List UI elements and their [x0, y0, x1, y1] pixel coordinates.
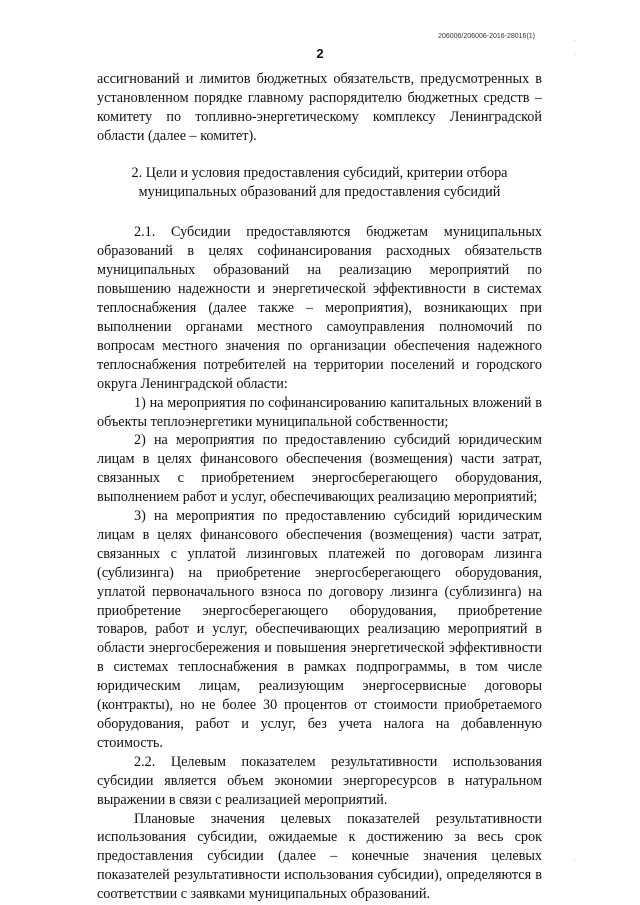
- margin-mark: ·: [574, 52, 576, 58]
- section-heading: 2. Цели и условия предоставления субсидий, критерии отбора муниципальных образований для предоставления субсидий: [131, 164, 508, 200]
- margin-mark: ·: [574, 38, 576, 44]
- document-id: 206006/206006-2016-28016(1): [438, 33, 535, 40]
- paragraph-2-1: 2.1. Субсидии предоставляются бюджетам муниципальных образований в целях софинансирования расходных обязательств муниципальных образований на реализацию мероприятий по повышению надежности и энергетической эффективности в системах теплоснабжения (далее также – мероприятия), возникающих при выполнении органами местного самоуправления полномочий по вопросам местного значения по организации обеспечения надежного теплоснабжения потребителей на территории поселений и городского округа Ленинградской области:: [97, 224, 542, 392]
- list-item-3: 3) на мероприятия по предоставлению субсидий юридическим лицам в целях финансового обеспечения (возмещения) части затрат, связанных с уплатой лизинговых платежей по договорам лизинга (сублизинга) на приобретение энергосберегающего оборудования, уплатой первоначального взноса по договору лизинга (сублизинга) на приобретение энергосберегающего оборудования, приобретение товаров, работ и услуг, обеспечивающих реализацию мероприятий в области энергосбережения и повышения энергетической эффективности в системах теплоснабжения в рамках подпрограммы, в том числе юридическим лицам, реализующим энергосервисные договоры (контракты), но не более 30 процентов от стоимости приобретаемого оборудования, работ и услуг, без учета налога на добавленную стоимость.: [97, 508, 542, 751]
- paragraph-2-2: 2.2. Целевым показателем результативности использования субсидии является объем экономии энергоресурсов в натуральном выражении в связи с реализацией мероприятий.: [97, 753, 542, 808]
- list-item-2: 2) на мероприятия по предоставлению субсидий юридическим лицам в целях финансового обеспечения (возмещения) части затрат, связанных с приобретением энергосберегающего оборудования, выполнением работ и услуг, обеспечивающих реализацию мероприятий;: [97, 432, 542, 506]
- list-item-1: 1) на мероприятия по софинансированию капитальных вложений в объекты теплоэнергетики муниципальной собственности;: [97, 394, 542, 430]
- paragraph-planned-values: Плановые значения целевых показателей результативности использования субсидии, ожидаемые к достижению за весь срок предоставления субсидии (далее – конечные значения целевых показателей результативности использования субсидии), определяются в соответствии с заявками муниципальных образований.: [97, 810, 542, 903]
- margin-mark: ·: [574, 858, 576, 864]
- page-number: 2: [316, 46, 324, 61]
- document-body: [97, 70, 542, 904]
- intro-paragraph: ассигнований и лимитов бюджетных обязательств, предусмотренных в установленном порядке главному распорядителю бюджетных средств – комитету по топливно-энергетическому комплексу Ленинградской области (далее – комитет).: [97, 71, 542, 144]
